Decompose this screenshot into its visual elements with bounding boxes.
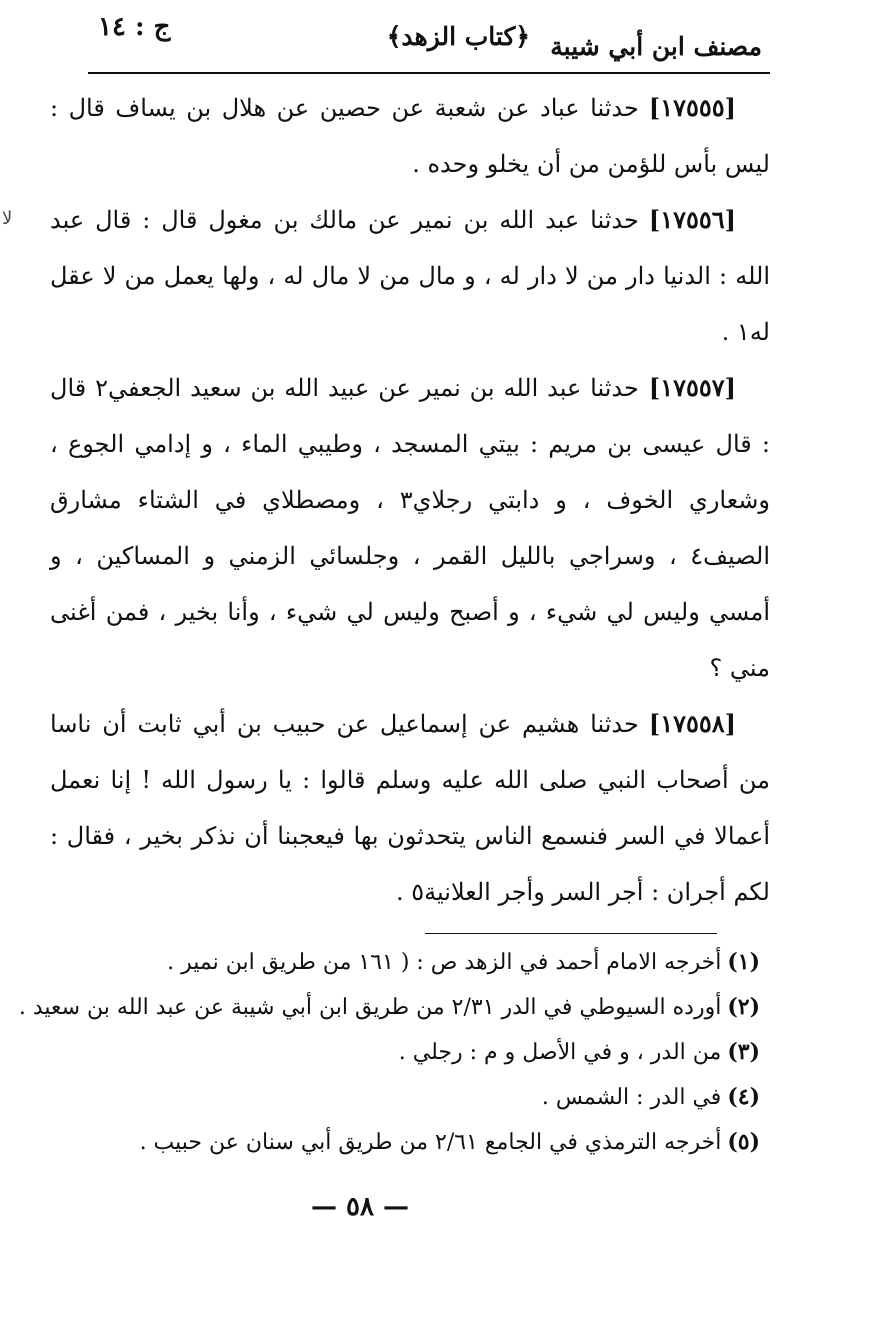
- entry-number: [١٧٥٥٨]: [648, 709, 736, 738]
- section-title: ﴿كتاب الزهد﴾: [386, 22, 530, 51]
- entry-text: حدثنا عبد الله بن نمير عن عبيد الله بن سعيد الجعفي٢ قال : قال عيسى بن مريم : بيتي المسجد ، وطيبي الماء ، و إدامي الجوع ، وشعاري الخوف ، و دابتي رجلاي٣ ، ومصطلاي في الشتاء مشارق الصيف٤ ، وسراجي بالليل القمر ، وجلسائي الزمني و المساكين ، و أمسي وليس لي شيء ، و أصبح وليس لي شيء ، وأنا بخير ، فمن أغنى مني ؟: [50, 374, 770, 682]
- hadith-entry: [50, 80, 770, 192]
- entry-number: [١٧٥٥٧]: [648, 373, 736, 402]
- footnotes: [18, 940, 760, 1165]
- footnote-number: (٣): [727, 1039, 760, 1065]
- footnote: [18, 985, 760, 1030]
- footnote-number: (٤): [727, 1084, 760, 1110]
- margin-mark: ﻻ: [2, 208, 13, 229]
- footnote-rule: [425, 933, 717, 934]
- book-title: مصنف ابن أبي شيبة: [550, 32, 762, 61]
- footnote-number: (٥): [727, 1129, 760, 1155]
- footnote: [120, 1075, 760, 1120]
- hadith-entry: [50, 696, 770, 920]
- footnote-text: في الدر : الشمس .: [541, 1085, 722, 1110]
- header-rule: [88, 72, 770, 74]
- footnote-text: أخرجه الترمذي في الجامع ٢/٦١ من طريق أبي سنان عن حبيب .: [139, 1130, 722, 1155]
- entry-text: حدثنا عباد عن شعبة عن حصين عن هلال بن يساف قال : ليس بأس للؤمن من أن يخلو وحده .: [50, 94, 770, 178]
- footnote-number: (٢): [727, 994, 760, 1020]
- main-text: [50, 80, 770, 920]
- page-header: [88, 8, 768, 70]
- volume-number: ج : ١٤: [98, 12, 171, 42]
- entry-text: حدثنا عبد الله بن نمير عن مالك بن مغول قال : قال عبد الله : الدنيا دار من لا دار له ، و مال من لا مال له ، ولها يعمل من لا عقل له١ .: [50, 206, 770, 346]
- footnote-text: من الدر ، و في الأصل و م : رجلي .: [398, 1040, 722, 1065]
- hadith-entry: [50, 192, 770, 360]
- footnote: [120, 1120, 760, 1165]
- page-number: — ٥٨ —: [310, 1192, 410, 1222]
- entry-text: حدثنا هشيم عن إسماعيل عن حبيب بن أبي ثابت أن ناسا من أصحاب النبي صلى الله عليه وسلم قالوا : يا رسول الله ! إنا نعمل أعمالا في السر فنسمع الناس يتحدثون بها فيعجبنا أن نذكر بخير ، فقال : لكم أجران : أجر السر وأجر العلانية٥ .: [50, 710, 770, 906]
- footnote: [120, 940, 760, 985]
- footnote-number: (١): [727, 949, 760, 975]
- hadith-entry: [50, 360, 770, 696]
- entry-number: [١٧٥٥٥]: [648, 93, 736, 122]
- entry-number: [١٧٥٥٦]: [648, 205, 736, 234]
- footnote-text: أورده السيوطي في الدر ٢/٣١ من طريق ابن أبي شيبة عن عبد الله بن سعيد .: [18, 995, 722, 1020]
- footnote-text: أخرجه الامام أحمد في الزهد ص : ( ١٦١ من طريق ابن نمير .: [167, 950, 722, 975]
- footnote: [120, 1030, 760, 1075]
